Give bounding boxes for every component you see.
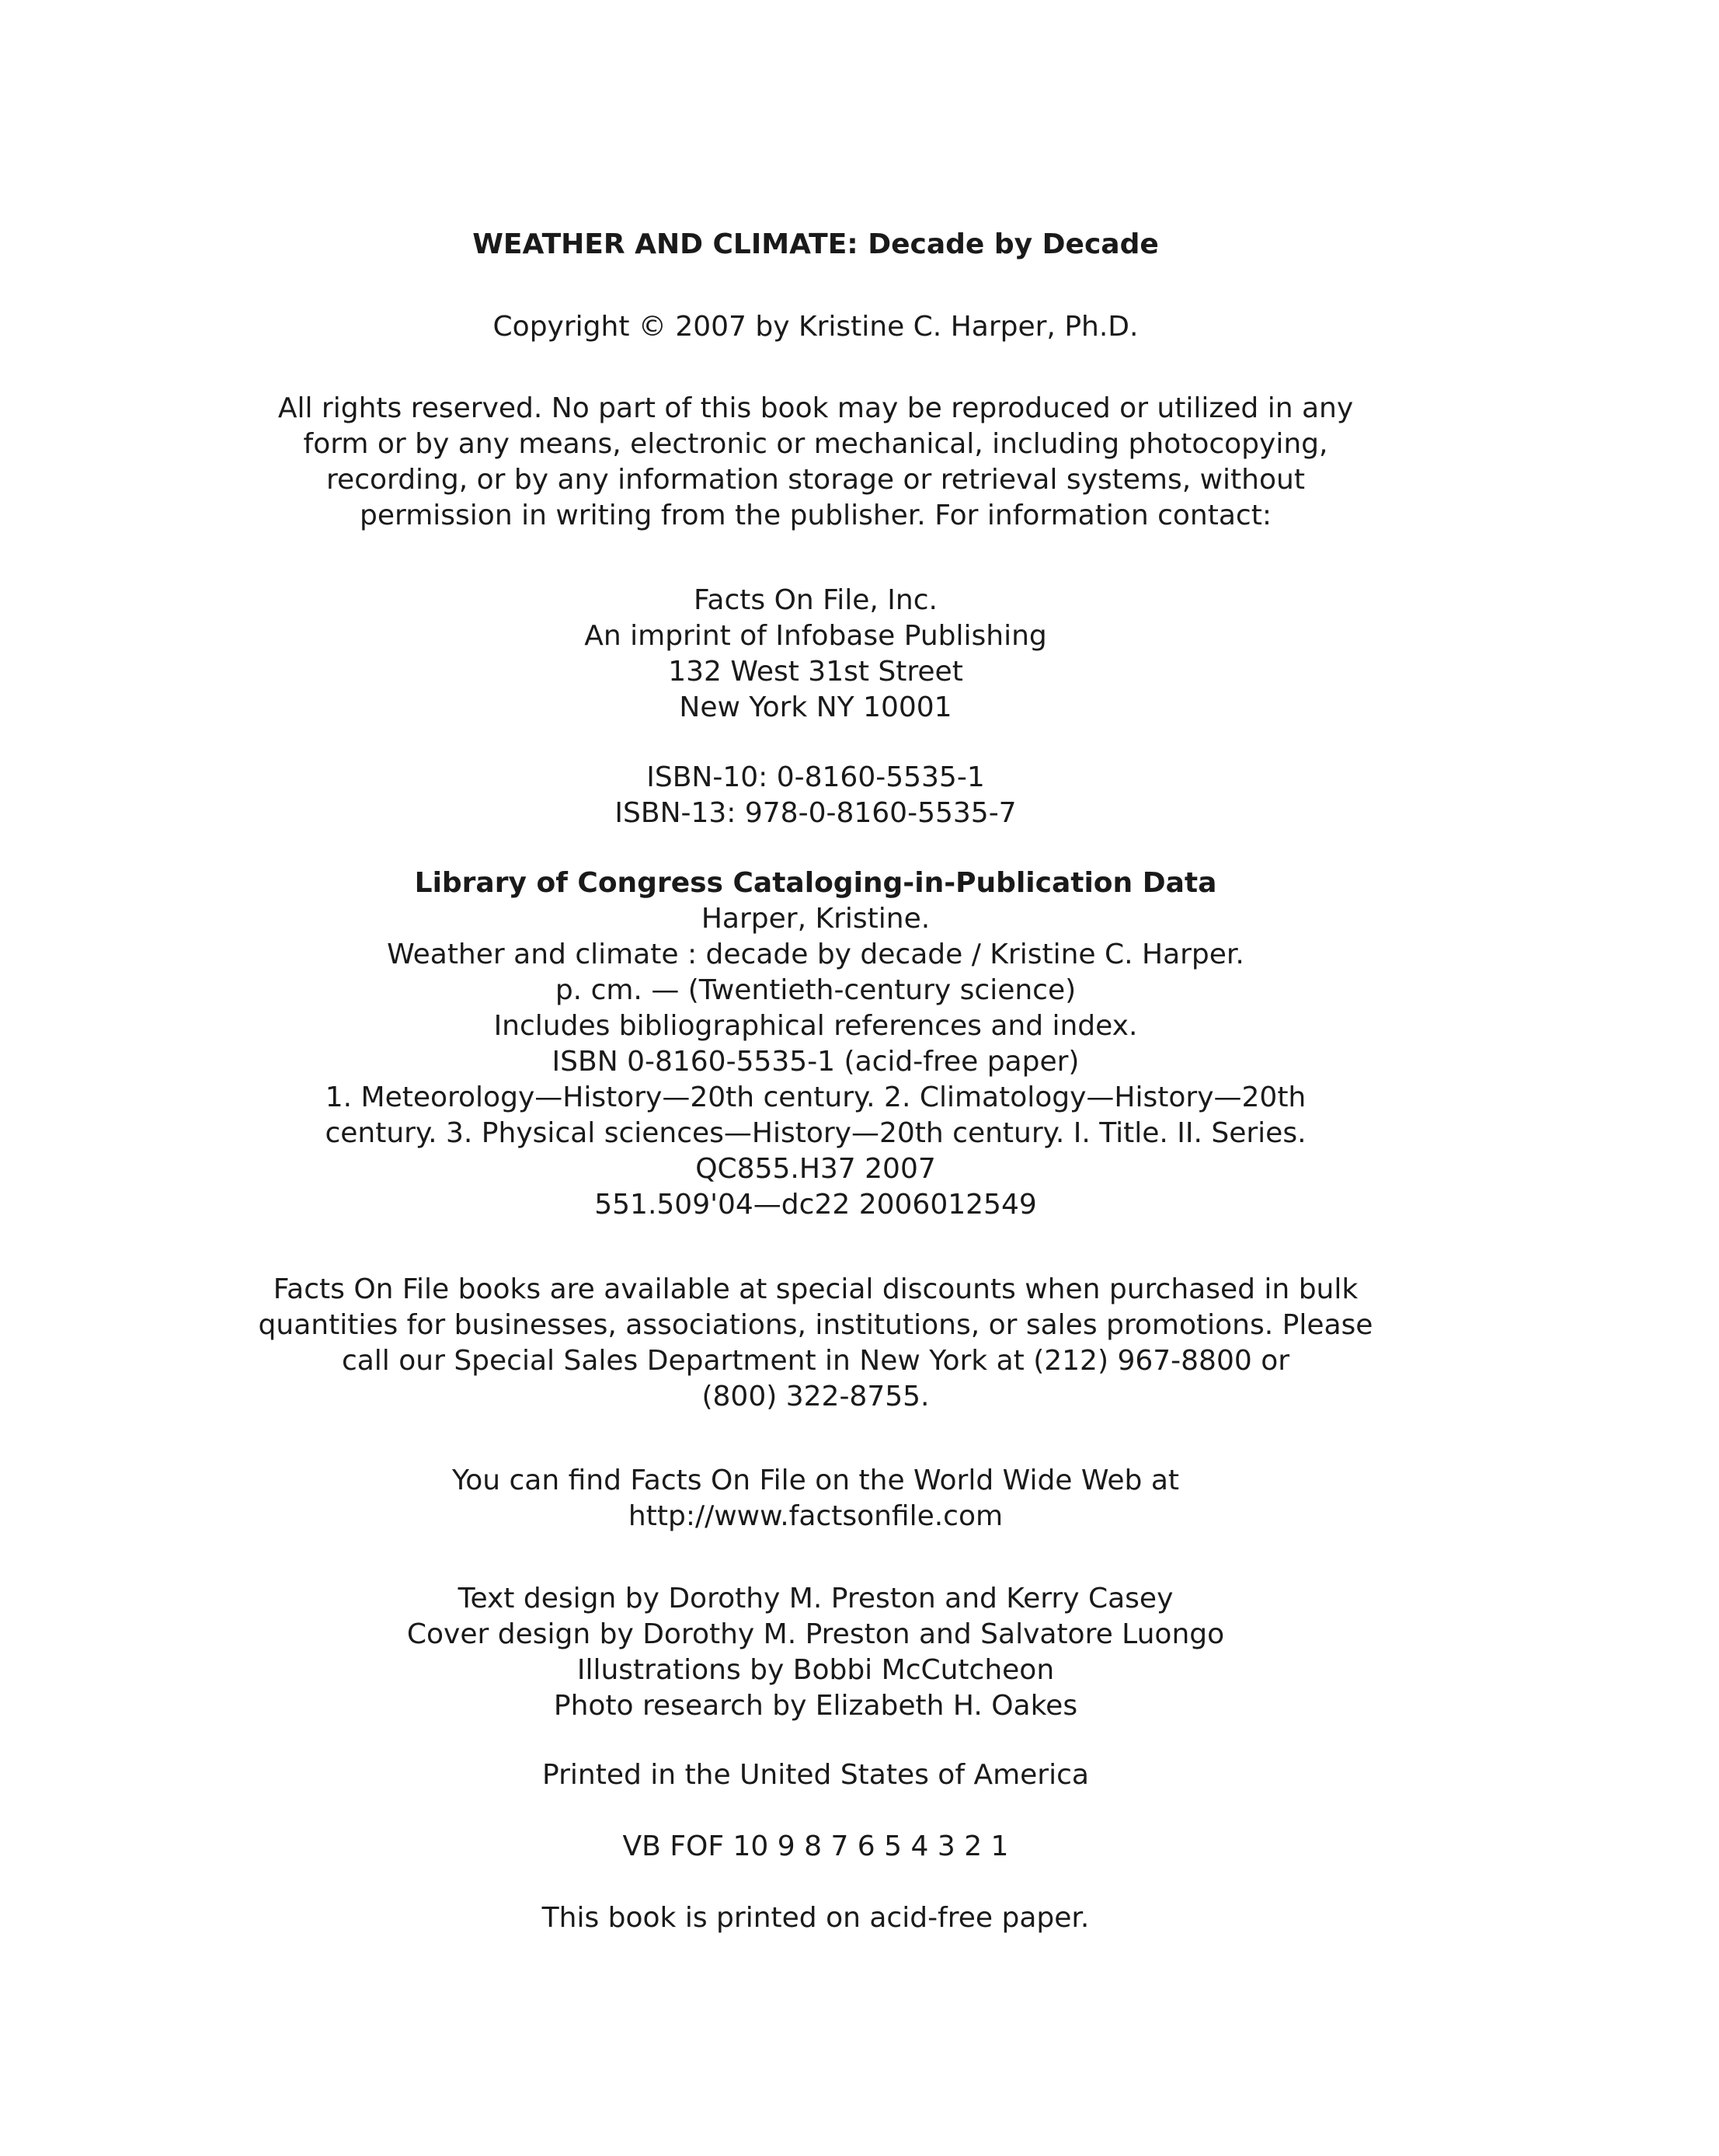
sales-line: (800) 322-8755. — [701, 1381, 930, 1412]
cataloging-line: Harper, Kristine. — [701, 903, 931, 935]
isbn-13: ISBN-13: 978-0-8160-5535-7 — [614, 797, 1017, 829]
publisher-address-block — [0, 583, 1631, 726]
rights-line: recording, or by any information storage or retrieval systems, without — [326, 464, 1305, 496]
isbn-10: ISBN-10: 0-8160-5535-1 — [646, 761, 985, 793]
credit-line: Text design by Dorothy M. Preston and Kerry Casey — [458, 1583, 1174, 1614]
special-sales-block — [0, 1272, 1631, 1415]
publisher-line: 132 West 31st Street — [668, 656, 963, 688]
cataloging-line: Weather and climate : decade by decade / Kristine C. Harper. — [387, 939, 1244, 970]
copyright-block — [0, 309, 1631, 345]
print-code-block — [0, 1829, 1631, 1865]
cataloging-line: 1. Meteorology—History—20th century. 2. Climatology—History—20th — [325, 1081, 1307, 1113]
sales-line: quantities for businesses, associations, institutions, or sales promotions. Please — [258, 1309, 1373, 1341]
credit-line: Photo research by Elizabeth H. Oakes — [553, 1690, 1078, 1722]
publisher-line: New York NY 10001 — [679, 691, 952, 723]
publisher-line: Facts On File, Inc. — [694, 584, 938, 616]
cataloging-line: Includes bibliographical references and index. — [493, 1010, 1138, 1042]
copyright-line: Copyright © 2007 by Kristine C. Harper, Ph.D. — [492, 311, 1139, 343]
sales-line: call our Special Sales Department in New York at (212) 967-8800 or — [341, 1345, 1290, 1377]
website-url: http://www.factsonfile.com — [628, 1500, 1004, 1532]
cataloging-heading: Library of Congress Cataloging-in-Publication Data — [414, 867, 1217, 899]
cataloging-line: 551.509'04—dc22 2006012549 — [594, 1189, 1037, 1221]
print-code: VB FOF 10 9 8 7 6 5 4 3 2 1 — [622, 1830, 1009, 1862]
rights-line: form or by any means, electronic or mechanical, including photocopying, — [303, 428, 1328, 460]
sales-line: Facts On File books are available at special discounts when purchased in bulk — [273, 1273, 1359, 1305]
paper-note-block — [0, 1900, 1631, 1936]
rights-reserved-block — [0, 391, 1631, 534]
cataloging-line: ISBN 0-8160-5535-1 (acid-free paper) — [552, 1046, 1080, 1078]
cataloging-data-block — [0, 866, 1631, 1223]
credit-line: Illustrations by Bobbi McCutcheon — [576, 1654, 1055, 1686]
cataloging-line: century. 3. Physical sciences—History—20th century. I. Title. II. Series. — [325, 1117, 1307, 1149]
website-block — [0, 1463, 1631, 1534]
rights-line: All rights reserved. No part of this book may be reproduced or utilized in any — [277, 392, 1354, 424]
cataloging-line: QC855.H37 2007 — [695, 1153, 936, 1185]
credit-line: Cover design by Dorothy M. Preston and Salvatore Luongo — [406, 1618, 1225, 1650]
printed-in-line: Printed in the United States of America — [542, 1759, 1089, 1791]
publisher-line: An imprint of Infobase Publishing — [584, 620, 1047, 652]
rights-line: permission in writing from the publisher. For information contact: — [360, 500, 1272, 531]
book-title-block — [0, 227, 1631, 263]
printed-in-block — [0, 1757, 1631, 1793]
book-title: WEATHER AND CLIMATE: Decade by Decade — [472, 228, 1159, 260]
isbn-block — [0, 760, 1631, 831]
cataloging-line: p. cm. — (Twentieth-century science) — [555, 974, 1077, 1006]
website-intro: You can find Facts On File on the World Wide Web at — [451, 1465, 1180, 1496]
design-credits-block — [0, 1581, 1631, 1724]
paper-note: This book is printed on acid-free paper. — [541, 1902, 1090, 1934]
